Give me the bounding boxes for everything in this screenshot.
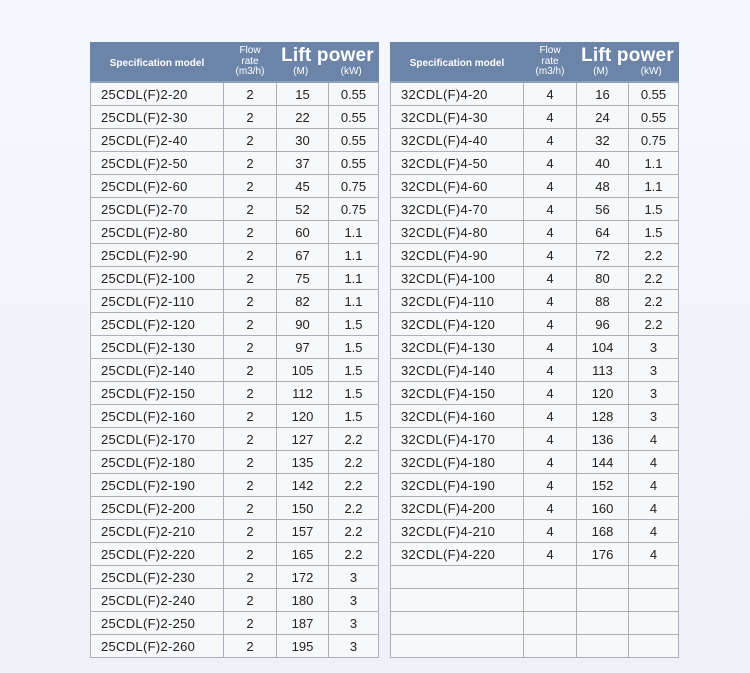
cell-lift: 60 (277, 221, 329, 244)
cell-lift: 150 (277, 497, 329, 520)
cell-power: 1.5 (629, 198, 679, 221)
cell-model: 32CDL(F)4-200 (391, 497, 524, 520)
cell-power: 3 (629, 359, 679, 382)
cell-power: 3 (329, 612, 379, 635)
cell-flow-rate: 2 (224, 290, 277, 313)
cell-flow-rate: 2 (224, 543, 277, 566)
header-flow-rate: Flow rate (m3/h) (224, 43, 277, 83)
cell-model: 32CDL(F)4-190 (391, 474, 524, 497)
table-row (91, 82, 379, 106)
cell-model: 25CDL(F)2-140 (91, 359, 224, 382)
cell-lift (577, 566, 629, 589)
cell-model: 25CDL(F)2-100 (91, 267, 224, 290)
cell-model: 32CDL(F)4-70 (391, 198, 524, 221)
cell-lift: 104 (577, 336, 629, 359)
cell-flow-rate: 4 (524, 244, 577, 267)
cell-lift: 67 (277, 244, 329, 267)
cell-model: 32CDL(F)4-60 (391, 175, 524, 198)
cell-flow-rate: 4 (524, 336, 577, 359)
cell-lift: 52 (277, 198, 329, 221)
cell-model: 32CDL(F)4-20 (391, 82, 524, 106)
cell-lift: 97 (277, 336, 329, 359)
cell-lift: 195 (277, 635, 329, 658)
cell-model: 32CDL(F)4-210 (391, 520, 524, 543)
table-row (391, 635, 679, 658)
table-row (391, 82, 679, 106)
cell-flow-rate: 2 (224, 589, 277, 612)
cell-model: 32CDL(F)4-120 (391, 313, 524, 336)
lift-power-title: Lift power (281, 45, 374, 66)
table-row (391, 106, 679, 129)
cell-flow-rate: 4 (524, 474, 577, 497)
table-row (391, 359, 679, 382)
cell-lift: 127 (277, 428, 329, 451)
table-row (91, 152, 379, 175)
table-row (391, 267, 679, 290)
table-header-row (91, 43, 379, 83)
cell-lift (577, 612, 629, 635)
cell-flow-rate: 4 (524, 520, 577, 543)
cell-lift: 48 (577, 175, 629, 198)
cell-model: 25CDL(F)2-150 (91, 382, 224, 405)
cell-lift: 168 (577, 520, 629, 543)
cell-power: 2.2 (329, 520, 379, 543)
cell-flow-rate: 4 (524, 497, 577, 520)
table-row (91, 267, 379, 290)
cell-model: 32CDL(F)4-160 (391, 405, 524, 428)
cell-power: 1.1 (329, 244, 379, 267)
header-lift-power (577, 43, 679, 83)
cell-model: 32CDL(F)4-30 (391, 106, 524, 129)
cell-lift: 80 (577, 267, 629, 290)
cell-power: 1.5 (329, 336, 379, 359)
cell-flow-rate (524, 566, 577, 589)
cell-power: 1.5 (329, 405, 379, 428)
cell-model: 25CDL(F)2-230 (91, 566, 224, 589)
table-row (391, 129, 679, 152)
table-row (391, 543, 679, 566)
cell-flow-rate: 2 (224, 267, 277, 290)
cell-model: 32CDL(F)4-150 (391, 382, 524, 405)
cell-lift: 120 (277, 405, 329, 428)
cell-model: 32CDL(F)4-140 (391, 359, 524, 382)
cell-lift: 32 (577, 129, 629, 152)
cell-power: 4 (629, 543, 679, 566)
cell-model: 32CDL(F)4-220 (391, 543, 524, 566)
cell-flow-rate: 2 (224, 612, 277, 635)
cell-flow-rate: 4 (524, 198, 577, 221)
cell-flow-rate: 2 (224, 359, 277, 382)
spec-table-25cdl (90, 42, 379, 658)
cell-flow-rate: 2 (224, 106, 277, 129)
cell-lift: 142 (277, 474, 329, 497)
cell-lift: 105 (277, 359, 329, 382)
cell-flow-rate: 2 (224, 175, 277, 198)
cell-flow-rate: 2 (224, 451, 277, 474)
table-row (391, 244, 679, 267)
cell-lift (577, 589, 629, 612)
cell-model: 25CDL(F)2-50 (91, 152, 224, 175)
table-row (91, 497, 379, 520)
lift-unit: (M) (593, 66, 609, 77)
table-row (391, 313, 679, 336)
cell-power: 0.55 (629, 106, 679, 129)
table-row (391, 497, 679, 520)
cell-lift: 30 (277, 129, 329, 152)
header-spec-model: Specification model (91, 43, 224, 83)
cell-model: 32CDL(F)4-80 (391, 221, 524, 244)
cell-lift: 37 (277, 152, 329, 175)
cell-lift: 160 (577, 497, 629, 520)
cell-model: 32CDL(F)4-50 (391, 152, 524, 175)
cell-power: 3 (629, 405, 679, 428)
cell-power: 4 (629, 520, 679, 543)
cell-flow-rate: 2 (224, 428, 277, 451)
cell-power: 2.2 (329, 428, 379, 451)
cell-model: 25CDL(F)2-120 (91, 313, 224, 336)
cell-power: 2.2 (629, 267, 679, 290)
table-row (91, 635, 379, 658)
cell-lift: 136 (577, 428, 629, 451)
table-row (391, 382, 679, 405)
cell-lift: 22 (277, 106, 329, 129)
cell-power: 1.1 (329, 221, 379, 244)
cell-flow-rate: 2 (224, 221, 277, 244)
cell-power: 2.2 (629, 290, 679, 313)
cell-power: 1.5 (329, 313, 379, 336)
cell-flow-rate: 2 (224, 566, 277, 589)
table-row (91, 520, 379, 543)
table-row (391, 152, 679, 175)
cell-power: 4 (629, 497, 679, 520)
cell-lift: 128 (577, 405, 629, 428)
cell-model: 25CDL(F)2-70 (91, 198, 224, 221)
cell-model: 25CDL(F)2-110 (91, 290, 224, 313)
header-spec-model: Specification model (391, 43, 524, 83)
cell-flow-rate (524, 589, 577, 612)
spec-table-32cdl (390, 42, 679, 658)
cell-flow-rate: 2 (224, 152, 277, 175)
cell-power: 0.75 (329, 198, 379, 221)
table-row (91, 221, 379, 244)
table-row (391, 198, 679, 221)
cell-power: 1.1 (629, 175, 679, 198)
cell-flow-rate: 4 (524, 267, 577, 290)
cell-model (391, 612, 524, 635)
cell-power (629, 635, 679, 658)
cell-model: 32CDL(F)4-130 (391, 336, 524, 359)
cell-lift: 90 (277, 313, 329, 336)
cell-model: 25CDL(F)2-200 (91, 497, 224, 520)
table-row (91, 382, 379, 405)
cell-lift: 180 (277, 589, 329, 612)
cell-model (391, 566, 524, 589)
cell-power: 2.2 (329, 474, 379, 497)
cell-lift: 16 (577, 82, 629, 106)
cell-lift: 75 (277, 267, 329, 290)
cell-model: 25CDL(F)2-130 (91, 336, 224, 359)
table-row (91, 336, 379, 359)
table-row (391, 520, 679, 543)
cell-power: 0.55 (629, 82, 679, 106)
cell-lift: 113 (577, 359, 629, 382)
cell-power: 1.5 (329, 359, 379, 382)
cell-power: 2.2 (629, 313, 679, 336)
cell-flow-rate (524, 635, 577, 658)
power-unit: (kW) (340, 66, 362, 77)
table-row (391, 336, 679, 359)
cell-flow-rate: 2 (224, 82, 277, 106)
cell-model: 25CDL(F)2-160 (91, 405, 224, 428)
cell-flow-rate: 4 (524, 382, 577, 405)
cell-power: 2.2 (329, 543, 379, 566)
cell-power: 4 (629, 474, 679, 497)
cell-flow-rate: 4 (524, 129, 577, 152)
table-row (391, 451, 679, 474)
cell-lift: 40 (577, 152, 629, 175)
cell-flow-rate: 4 (524, 221, 577, 244)
cell-lift (577, 635, 629, 658)
cell-model: 25CDL(F)2-240 (91, 589, 224, 612)
cell-model: 25CDL(F)2-220 (91, 543, 224, 566)
cell-power: 0.55 (329, 82, 379, 106)
table-row (91, 474, 379, 497)
cell-lift: 45 (277, 175, 329, 198)
cell-power: 0.55 (329, 152, 379, 175)
cell-flow-rate: 4 (524, 405, 577, 428)
cell-flow-rate: 4 (524, 428, 577, 451)
cell-flow-rate: 2 (224, 497, 277, 520)
table-row (91, 290, 379, 313)
cell-model: 32CDL(F)4-110 (391, 290, 524, 313)
cell-power: 3 (629, 382, 679, 405)
header-flow-rate: Flow rate (m3/h) (524, 43, 577, 83)
cell-lift: 82 (277, 290, 329, 313)
cell-model: 32CDL(F)4-170 (391, 428, 524, 451)
table-row (91, 405, 379, 428)
cell-model: 32CDL(F)4-180 (391, 451, 524, 474)
cell-lift: 157 (277, 520, 329, 543)
cell-flow-rate: 2 (224, 336, 277, 359)
cell-lift: 64 (577, 221, 629, 244)
cell-flow-rate: 2 (224, 382, 277, 405)
table-header-row (391, 43, 679, 83)
cell-model (391, 589, 524, 612)
table-row (391, 428, 679, 451)
cell-lift: 88 (577, 290, 629, 313)
cell-power: 2.2 (629, 244, 679, 267)
cell-power: 0.55 (329, 129, 379, 152)
cell-flow-rate (524, 612, 577, 635)
cell-flow-rate: 4 (524, 313, 577, 336)
cell-power: 4 (629, 451, 679, 474)
cell-lift: 24 (577, 106, 629, 129)
cell-lift: 96 (577, 313, 629, 336)
cell-power (629, 589, 679, 612)
cell-flow-rate: 4 (524, 82, 577, 106)
cell-model: 25CDL(F)2-180 (91, 451, 224, 474)
cell-flow-rate: 2 (224, 520, 277, 543)
lift-unit: (M) (293, 66, 309, 77)
cell-power: 3 (329, 566, 379, 589)
header-lift-power (277, 43, 379, 83)
cell-model: 25CDL(F)2-170 (91, 428, 224, 451)
table-row (91, 175, 379, 198)
cell-model: 25CDL(F)2-20 (91, 82, 224, 106)
cell-flow-rate: 4 (524, 290, 577, 313)
table-row (391, 474, 679, 497)
table-row (91, 313, 379, 336)
cell-model: 25CDL(F)2-250 (91, 612, 224, 635)
cell-model: 25CDL(F)2-30 (91, 106, 224, 129)
cell-lift: 152 (577, 474, 629, 497)
cell-flow-rate: 2 (224, 313, 277, 336)
cell-power: 1.1 (329, 267, 379, 290)
cell-lift: 172 (277, 566, 329, 589)
cell-model: 32CDL(F)4-40 (391, 129, 524, 152)
cell-power: 4 (629, 428, 679, 451)
cell-flow-rate: 4 (524, 543, 577, 566)
cell-lift: 176 (577, 543, 629, 566)
cell-lift: 165 (277, 543, 329, 566)
cell-model: 25CDL(F)2-80 (91, 221, 224, 244)
cell-lift: 144 (577, 451, 629, 474)
power-unit: (kW) (640, 66, 662, 77)
table-row (391, 290, 679, 313)
table-row (91, 244, 379, 267)
cell-model: 25CDL(F)2-210 (91, 520, 224, 543)
table-row (91, 428, 379, 451)
cell-lift: 120 (577, 382, 629, 405)
cell-flow-rate: 4 (524, 152, 577, 175)
cell-flow-rate: 4 (524, 359, 577, 382)
cell-lift: 72 (577, 244, 629, 267)
cell-model: 32CDL(F)4-90 (391, 244, 524, 267)
cell-power: 3 (629, 336, 679, 359)
cell-power: 2.2 (329, 451, 379, 474)
lift-power-title: Lift power (581, 45, 674, 66)
cell-lift: 56 (577, 198, 629, 221)
table-row (391, 175, 679, 198)
table-row (91, 359, 379, 382)
cell-power: 0.75 (329, 175, 379, 198)
table-row (91, 129, 379, 152)
cell-lift: 135 (277, 451, 329, 474)
cell-flow-rate: 2 (224, 474, 277, 497)
cell-flow-rate: 4 (524, 106, 577, 129)
cell-power: 1.1 (629, 152, 679, 175)
cell-flow-rate: 2 (224, 198, 277, 221)
cell-model: 25CDL(F)2-190 (91, 474, 224, 497)
cell-model: 25CDL(F)2-40 (91, 129, 224, 152)
cell-flow-rate: 2 (224, 244, 277, 267)
cell-lift: 187 (277, 612, 329, 635)
table-row (391, 589, 679, 612)
cell-power: 2.2 (329, 497, 379, 520)
cell-power: 0.55 (329, 106, 379, 129)
cell-power: 1.1 (329, 290, 379, 313)
table-row (391, 405, 679, 428)
cell-model: 25CDL(F)2-260 (91, 635, 224, 658)
cell-model (391, 635, 524, 658)
table-row (391, 221, 679, 244)
cell-flow-rate: 2 (224, 405, 277, 428)
table-row (91, 451, 379, 474)
table-row (91, 106, 379, 129)
cell-flow-rate: 4 (524, 175, 577, 198)
cell-flow-rate: 2 (224, 129, 277, 152)
cell-power: 3 (329, 635, 379, 658)
table-row (91, 198, 379, 221)
cell-power: 3 (329, 589, 379, 612)
table-row (91, 543, 379, 566)
cell-flow-rate: 2 (224, 635, 277, 658)
table-row (391, 612, 679, 635)
cell-model: 32CDL(F)4-100 (391, 267, 524, 290)
cell-model: 25CDL(F)2-90 (91, 244, 224, 267)
cell-power: 1.5 (329, 382, 379, 405)
table-row (91, 612, 379, 635)
cell-flow-rate: 4 (524, 451, 577, 474)
cell-power: 0.75 (629, 129, 679, 152)
table-row (91, 566, 379, 589)
cell-power (629, 566, 679, 589)
cell-power (629, 612, 679, 635)
cell-lift: 112 (277, 382, 329, 405)
cell-power: 1.5 (629, 221, 679, 244)
cell-lift: 15 (277, 82, 329, 106)
table-row (91, 589, 379, 612)
table-row (391, 566, 679, 589)
cell-model: 25CDL(F)2-60 (91, 175, 224, 198)
